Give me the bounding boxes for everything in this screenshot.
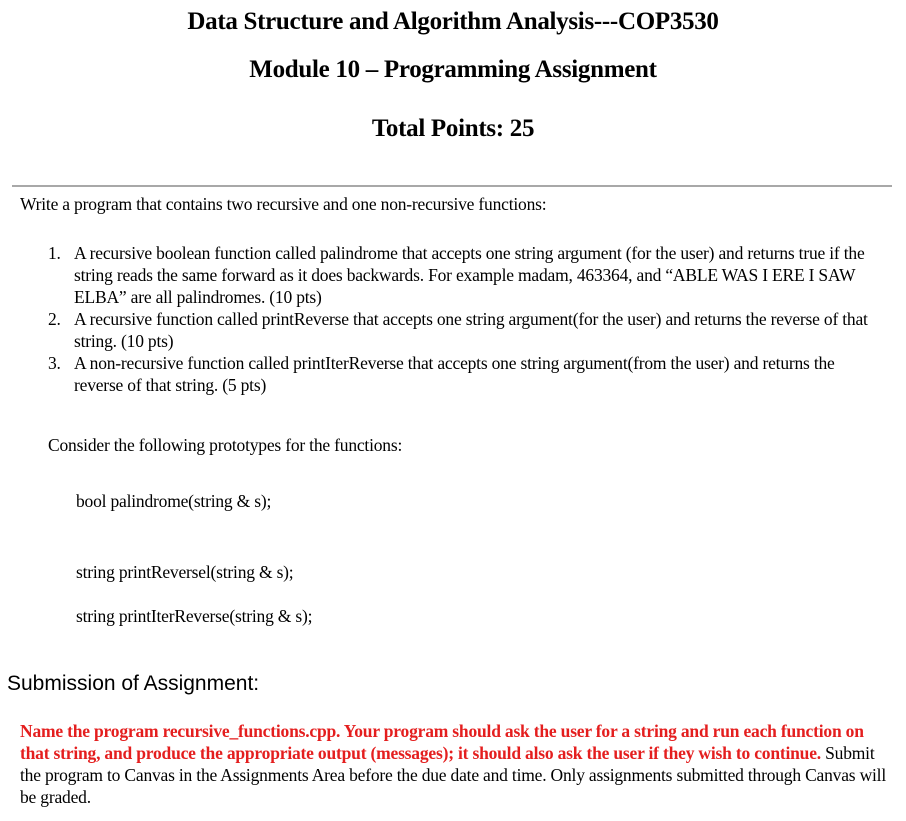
course-title: Data Structure and Algorithm Analysis---COP3530 — [187, 8, 719, 35]
list-item — [48, 242, 883, 308]
list-item-number: 1. — [48, 243, 61, 263]
divider-line — [12, 185, 892, 187]
list-item-text: A non-recursive function called printIterReverse that accepts one string argument(from the user) and returns the reverse of that string. (5 pts) — [74, 353, 835, 395]
submission-heading: Submission of Assignment: — [7, 672, 260, 695]
list-item — [48, 352, 883, 396]
prototype-print-iter-reverse: string printIterReverse(string & s); — [76, 606, 313, 626]
intro-text: Write a program that contains two recursive and one non-recursive functions: — [20, 194, 547, 214]
requirements-list — [48, 242, 883, 396]
prototype-print-reverse: string printReversel(string & s); — [76, 562, 294, 582]
list-item-number: 2. — [48, 309, 61, 329]
submission-instructions — [20, 720, 890, 808]
list-item-text: A recursive boolean function called palindrome that accepts one string argument (for the user) and returns true if the string reads the same forward as it does backwards. For example madam, 463364, and “ABLE WAS I ERE I SAW ELBA” are all palindromes. (10 pts) — [74, 243, 865, 307]
module-title: Module 10 – Programming Assignment — [249, 56, 657, 83]
submission-black-text: Submit the program to Canvas in the Assignments Area before the due date and time. Only assignments submitted through Canvas will be graded. — [20, 743, 886, 807]
list-item-text: A recursive function called printReverse that accepts one string argument(for the user) and returns the reverse of that string. (10 pts) — [74, 309, 868, 351]
prototypes-intro: Consider the following prototypes for the functions: — [48, 435, 403, 455]
list-item-number: 3. — [48, 353, 61, 373]
prototype-palindrome: bool palindrome(string & s); — [76, 491, 272, 511]
list-item — [48, 308, 883, 352]
submission-red-text: Name the program recursive_functions.cpp. Your program should ask the user for a string and run each function on that string, and produce the appropriate output (messages); it should also ask the user if they wish to continue. — [20, 721, 864, 763]
total-points: Total Points: 25 — [371, 115, 535, 142]
